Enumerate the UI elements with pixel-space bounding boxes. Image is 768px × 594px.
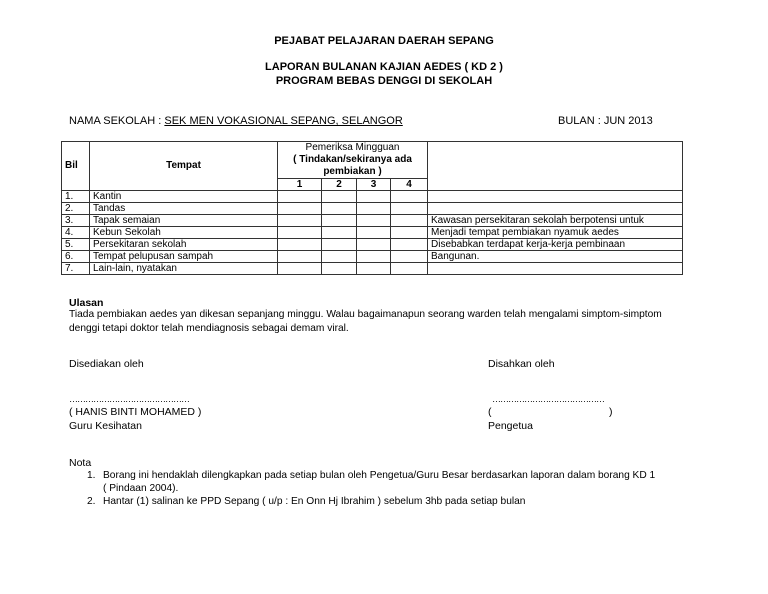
approved-name-open: (	[488, 406, 492, 418]
ulasan-line-1: Tiada pembiakan aedes yan dikesan sepanjang minggu. Walau bagaimanapun seorang warden telah mengalami simptom-simptom	[69, 309, 662, 320]
week-2-header: 2	[322, 179, 357, 191]
school-line	[69, 115, 403, 127]
week-cell	[391, 203, 428, 215]
week-3-header: 3	[357, 179, 391, 191]
report-title: LAPORAN BULANAN KAJIAN AEDES ( KD 2 )	[265, 61, 503, 73]
ulasan-line-2: denggi tetapi doktor telah mendiagnosis sebagai demam viral.	[69, 323, 349, 334]
week-cell	[278, 191, 322, 203]
week-cell	[391, 239, 428, 251]
week-cell	[278, 263, 322, 275]
ulasan-title: Ulasan	[69, 297, 104, 309]
week-cell	[357, 227, 391, 239]
table-row	[62, 263, 683, 275]
row-note: Kawasan persekitaran sekolah berpotensi untuk	[428, 215, 683, 227]
header-note	[428, 142, 683, 191]
office-title: PEJABAT PELAJARAN DAERAH SEPANG	[274, 35, 494, 47]
row-place: Tandas	[90, 203, 278, 215]
table-row	[62, 227, 683, 239]
nota-title: Nota	[69, 457, 92, 469]
row-number: 4.	[62, 227, 90, 239]
ulasan-text	[69, 308, 699, 336]
week-cell	[322, 251, 357, 263]
nota-number: 2.	[87, 496, 96, 507]
list-item	[87, 469, 697, 495]
row-number: 7.	[62, 263, 90, 275]
table-row	[62, 203, 683, 215]
row-place: Persekitaran sekolah	[90, 239, 278, 251]
approved-by-label: Disahkan oleh	[488, 358, 555, 370]
header-weekly-l2: ( Tindakan/sekiranya ada	[293, 154, 412, 165]
week-cell	[357, 215, 391, 227]
week-cell	[357, 191, 391, 203]
prepared-signature-line: ………………………………………	[69, 394, 189, 404]
table-row	[62, 251, 683, 263]
header-weekly-l3: pembiakan )	[323, 166, 382, 177]
header-weekly-l1: Pemeriksa Mingguan	[305, 142, 400, 153]
week-1-header: 1	[278, 179, 322, 191]
row-note: Menjadi tempat pembiakan nyamuk aedes	[428, 227, 683, 239]
week-cell	[357, 239, 391, 251]
nota-text-cont: ( Pindaan 2004).	[103, 483, 179, 494]
week-cell	[278, 227, 322, 239]
week-cell	[278, 203, 322, 215]
prepared-role: Guru Kesihatan	[69, 420, 142, 432]
nota-text: Borang ini hendaklah dilengkapkan pada setiap bulan oleh Pengetua/Guru Besar berdasarkan laporan dalam borang KD 1	[103, 470, 656, 481]
table-row	[62, 215, 683, 227]
header-tempat: Tempat	[90, 142, 278, 191]
week-cell	[278, 239, 322, 251]
row-note	[428, 203, 683, 215]
week-cell	[391, 251, 428, 263]
header-weekly	[278, 142, 428, 179]
school-label: NAMA SEKOLAH :	[69, 115, 165, 127]
nota-list	[87, 469, 697, 508]
row-place: Kantin	[90, 191, 278, 203]
row-number: 5.	[62, 239, 90, 251]
approved-signature-line: ……………………………………	[492, 394, 604, 404]
row-place: Lain-lain, nyatakan	[90, 263, 278, 275]
nota-text: Hantar (1) salinan ke PPD Sepang ( u/p : En Onn Hj Ibrahim ) sebelum 3hb pada setiap bulan	[103, 496, 526, 507]
row-note: Disebabkan terdapat kerja-kerja pembinaan	[428, 239, 683, 251]
nota-number: 1.	[87, 470, 96, 481]
week-cell	[278, 215, 322, 227]
row-place: Tempat pelupusan sampah	[90, 251, 278, 263]
list-item	[87, 495, 697, 508]
approved-name-close: )	[609, 406, 613, 418]
row-place: Kebun Sekolah	[90, 227, 278, 239]
header-bil: Bil	[62, 142, 90, 191]
report-month: BULAN : JUN 2013	[558, 115, 653, 127]
row-place: Tapak semaian	[90, 215, 278, 227]
inspection-table	[61, 141, 683, 275]
week-4-header: 4	[391, 179, 428, 191]
table-row	[62, 191, 683, 203]
row-note	[428, 191, 683, 203]
row-note: Bangunan.	[428, 251, 683, 263]
program-title: PROGRAM BEBAS DENGGI DI SEKOLAH	[275, 75, 493, 87]
week-cell	[322, 227, 357, 239]
week-cell	[322, 191, 357, 203]
week-cell	[322, 203, 357, 215]
approved-role: Pengetua	[488, 420, 533, 432]
row-number: 2.	[62, 203, 90, 215]
week-cell	[391, 215, 428, 227]
row-number: 3.	[62, 215, 90, 227]
week-cell	[391, 263, 428, 275]
week-cell	[322, 215, 357, 227]
school-name: SEK MEN VOKASIONAL SEPANG, SELANGOR	[164, 115, 403, 127]
prepared-by-label: Disediakan oleh	[69, 358, 144, 370]
row-note	[428, 263, 683, 275]
week-cell	[278, 251, 322, 263]
row-number: 1.	[62, 191, 90, 203]
table-row	[62, 239, 683, 251]
row-number: 6.	[62, 251, 90, 263]
week-cell	[357, 203, 391, 215]
week-cell	[357, 263, 391, 275]
prepared-name: ( HANIS BINTI MOHAMED )	[69, 406, 202, 418]
week-cell	[391, 191, 428, 203]
week-cell	[322, 263, 357, 275]
week-cell	[391, 227, 428, 239]
week-cell	[357, 251, 391, 263]
week-cell	[322, 239, 357, 251]
